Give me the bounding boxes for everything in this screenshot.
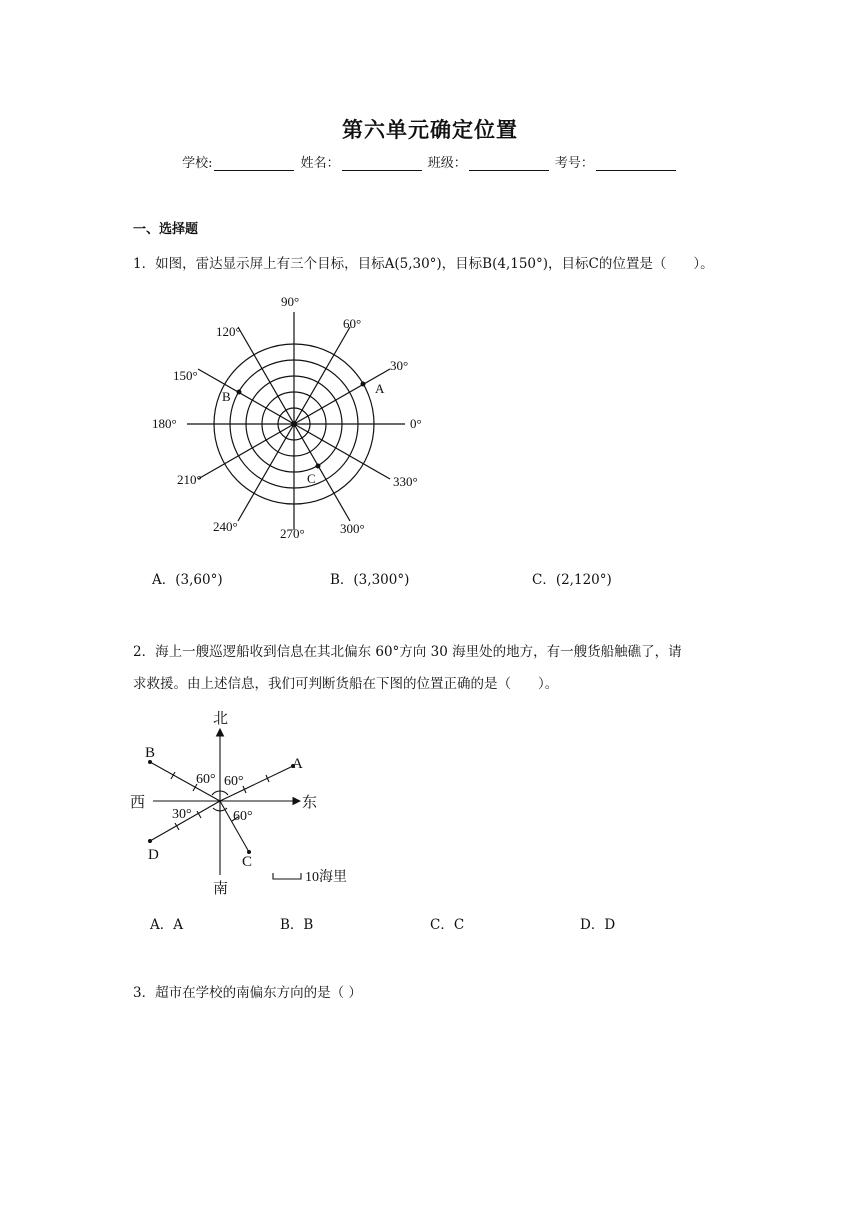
angle-label-330: 330° <box>393 474 418 489</box>
point-c-dot <box>316 464 321 469</box>
point-b-dot <box>237 390 242 395</box>
question-2-line-2: 求救援。由上述信息，我们可判断货船在下图的位置正确的是（ ）。 <box>133 676 559 692</box>
point-b-label: B <box>145 745 156 761</box>
school-label: 学校: <box>182 156 213 171</box>
question-2-line-1: 2．海上一艘巡逻船收到信息在其北偏东 60°方向 30 海里处的地方，有一艘货船触礁了，请 <box>133 644 682 660</box>
name-label: 姓名： <box>300 156 340 171</box>
point-d-dot <box>148 839 152 843</box>
point-c-label: C <box>307 471 316 486</box>
exam-no-label: 考号： <box>554 156 594 171</box>
option-c[interactable]: C．C <box>430 917 465 933</box>
option-a[interactable]: A．A <box>150 917 183 933</box>
angle-label-d: 30° <box>172 807 192 822</box>
angle-label-240: 240° <box>213 519 238 534</box>
school-blank[interactable] <box>214 158 294 171</box>
angle-label-270: 270° <box>280 526 305 541</box>
option-b[interactable]: B．B <box>280 917 314 933</box>
angle-label-0: 0° <box>410 416 422 431</box>
point-d-label: D <box>148 847 159 863</box>
angle-label-210: 210° <box>177 472 202 487</box>
radar-center-dot <box>291 421 297 427</box>
point-a-label: A <box>375 381 385 396</box>
angle-label-180: 180° <box>152 416 177 431</box>
option-a[interactable]: A．(3,60°) <box>152 572 223 588</box>
angle-label-120: 120° <box>216 324 241 339</box>
page-title: 第六单元确定位置 <box>342 118 518 142</box>
scale-label: 10海里 <box>305 870 347 885</box>
option-c[interactable]: C．(2,120°) <box>532 572 612 588</box>
name-blank[interactable] <box>342 158 422 171</box>
option-b[interactable]: B．(3,300°) <box>330 572 410 588</box>
angle-label-60: 60° <box>343 316 362 331</box>
question-1-text: 1．如图，雷达显示屏上有三个目标，目标A(5,30°)，目标B(4,150°)，目标C的位置是（ ）。 <box>133 256 714 272</box>
west-label: 西 <box>130 795 146 811</box>
angle-label-a: 60° <box>224 774 244 789</box>
radar-diagram <box>152 290 435 545</box>
section-heading: 一、选择题 <box>133 222 199 237</box>
compass-diagram <box>125 705 365 900</box>
angle-label-30: 30° <box>390 358 409 373</box>
question-2-options <box>0 913 860 933</box>
angle-label-c: 60° <box>233 809 253 824</box>
angle-label-300: 300° <box>340 521 365 536</box>
east-label: 东 <box>302 795 318 811</box>
south-label: 南 <box>213 881 229 897</box>
point-c-label: C <box>242 854 253 870</box>
angle-label-150: 150° <box>173 368 198 383</box>
angle-label-b: 60° <box>196 772 216 787</box>
point-a-dot <box>361 382 366 387</box>
class-label: 班级： <box>427 156 467 171</box>
question-3-text: 3．超市在学校的南偏东方向的是（ ） <box>133 985 362 1001</box>
question-2-text <box>133 636 733 700</box>
point-a-label: A <box>292 756 303 772</box>
scale-bar <box>273 873 301 879</box>
option-d[interactable]: D．D <box>580 917 616 933</box>
exam-no-blank[interactable] <box>596 158 676 171</box>
angle-label-90: 90° <box>281 294 300 309</box>
north-label: 北 <box>213 711 229 727</box>
student-info-line <box>0 152 860 171</box>
class-blank[interactable] <box>469 158 549 171</box>
point-b-label: B <box>222 389 231 404</box>
question-1-options <box>0 568 860 588</box>
